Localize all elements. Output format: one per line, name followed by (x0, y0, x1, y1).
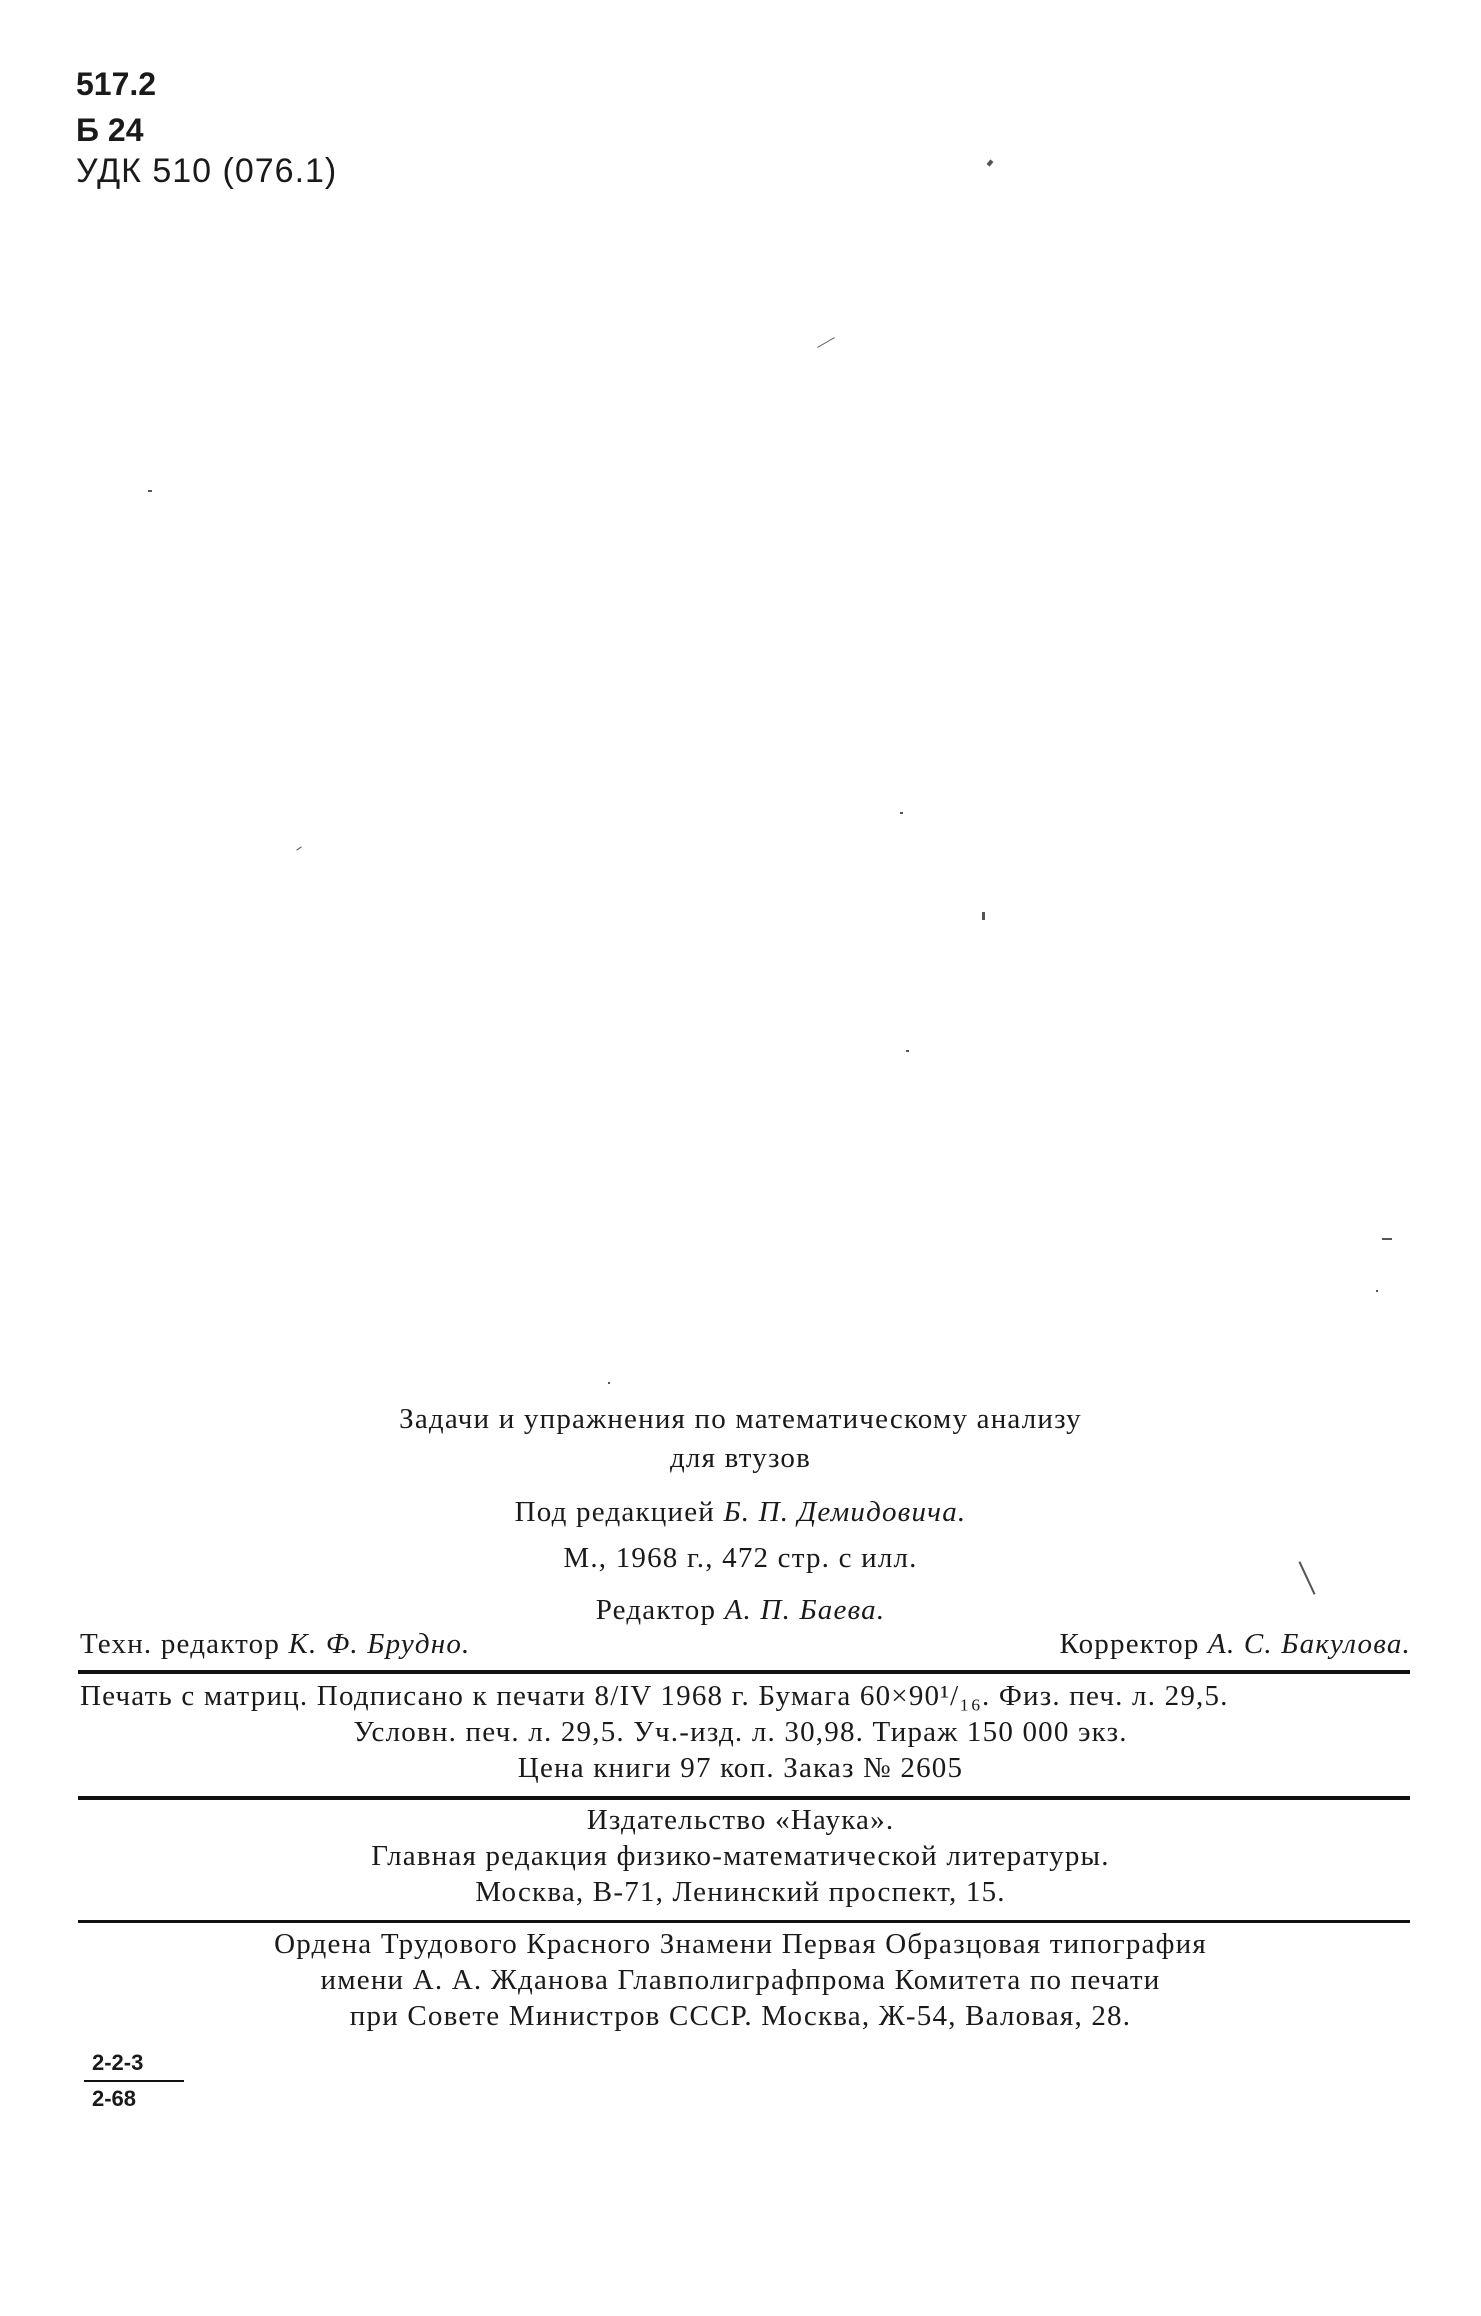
index-code-numerator: 2-2-3 (92, 2050, 144, 2075)
print-info-line3: Цена книги 97 коп. Заказ № 2605 (517, 1752, 964, 1784)
divider-rule (78, 1670, 1410, 1674)
printer-line1: Ордена Трудового Красного Знамени Первая Образцовая типография (274, 1928, 1207, 1960)
editor-prefix: Под редакцией (514, 1496, 715, 1528)
index-code-denominator: 2-68 (92, 2086, 137, 2111)
scan-speck (987, 159, 994, 166)
scan-speck (1382, 1238, 1392, 1240)
scan-speck (1376, 1290, 1378, 1292)
scan-speck (296, 846, 301, 850)
corrector-name: А. С. Бакулова. (1208, 1628, 1411, 1660)
printer-line2: имени А. А. Жданова Главполиграфпрома Комитета по печати (320, 1964, 1161, 1996)
print-info-line1: Печать с матриц. Подписано к печати 8/IV 1968 г. Бумага 60×90¹/₁₆. Физ. печ. л. 29,5. (80, 1680, 1229, 1712)
tech-editor-credit (80, 1628, 471, 1661)
fraction-bar (84, 2080, 184, 2082)
scan-speck (900, 812, 903, 814)
book-title-line2: для втузов (669, 1442, 812, 1474)
corrector-label: Корректор (1059, 1628, 1200, 1660)
editor-name: Б. П. Демидовича. (723, 1496, 967, 1528)
scan-speck (906, 1050, 909, 1052)
udk-code: УДК 510 (076.1) (76, 152, 338, 190)
scan-speck (982, 912, 985, 920)
publication-info: М., 1968 г., 472 стр. с илл. (563, 1542, 918, 1574)
scan-speck (817, 337, 835, 348)
editor-line (0, 1496, 1481, 1529)
scan-speck (608, 1382, 610, 1384)
tech-editor-label: Техн. редактор (80, 1628, 281, 1660)
print-info-line2: Условн. печ. л. 29,5. Уч.-изд. л. 30,98. Тираж 150 000 экз. (353, 1716, 1128, 1748)
editor-credit-name: А. П. Баева. (724, 1594, 886, 1626)
corrector-credit (1060, 1628, 1412, 1661)
printer-line3: при Совете Министров СССР. Москва, Ж-54, Валовая, 28. (349, 2000, 1132, 2032)
book-title-line1: Задачи и упражнения по математическому анализу (399, 1403, 1082, 1435)
editor-credit (0, 1594, 1481, 1627)
tech-editor-name: К. Ф. Брудно. (288, 1628, 471, 1660)
publisher-name: Издательство «Наука». (586, 1804, 895, 1836)
editor-label: Редактор (595, 1594, 717, 1626)
divider-rule (78, 1920, 1410, 1923)
author-code: Б 24 (76, 112, 144, 148)
scan-speck (148, 490, 152, 492)
classification-code: 517.2 (76, 66, 157, 102)
publisher-address: Москва, В-71, Ленинский проспект, 15. (475, 1876, 1006, 1908)
divider-rule (78, 1796, 1410, 1800)
publisher-department: Главная редакция физико-математической литературы. (371, 1840, 1110, 1872)
